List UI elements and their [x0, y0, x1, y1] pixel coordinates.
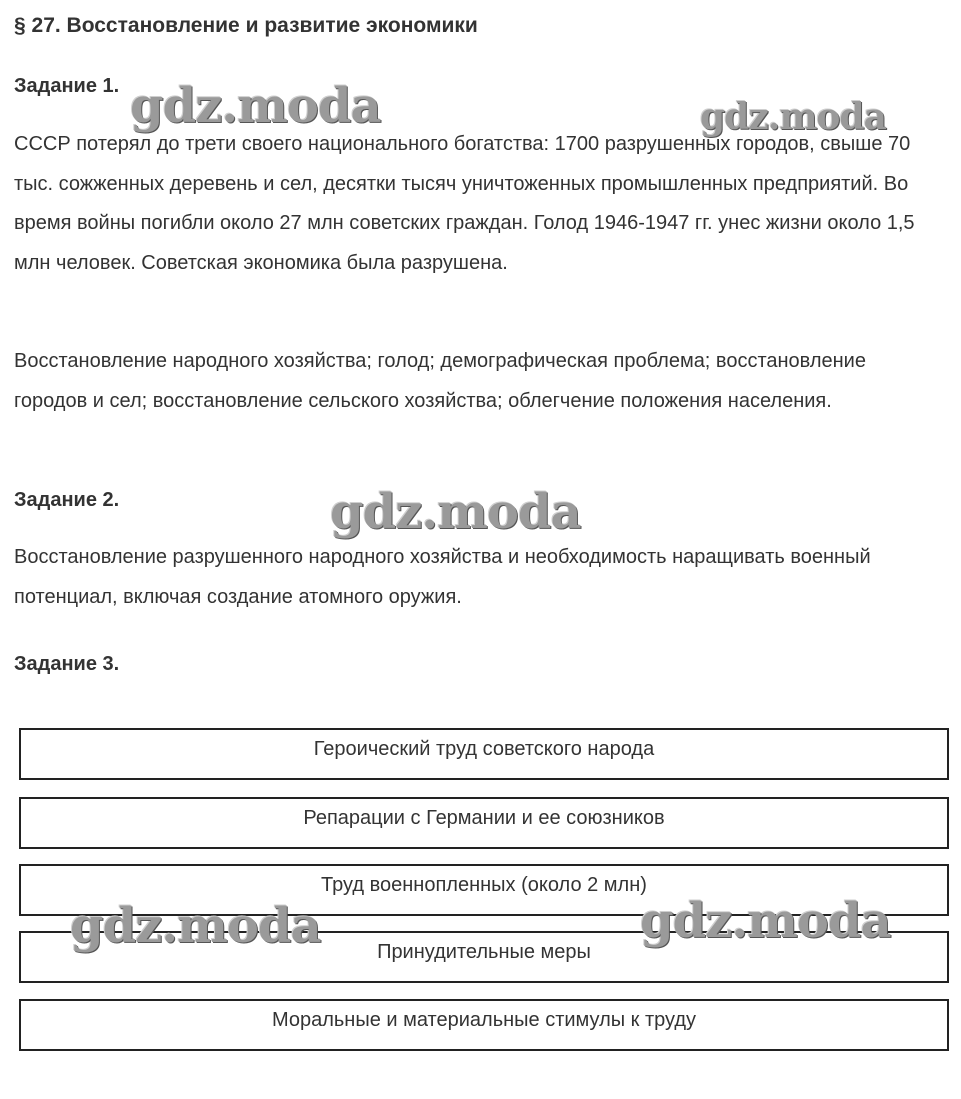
task-1-paragraph-2: Восстановление народного хозяйства; голод; демографическая проблема; восстановление городов и сел; восстановление сельского хозяйства; облегчение положения населения.	[14, 350, 866, 412]
watermark: gdz.moda	[70, 898, 321, 954]
task-3-heading: Задание 3.	[14, 653, 120, 675]
task-3-box-1: Героический труд советского народа	[19, 728, 949, 780]
task-2-paragraph: Восстановление разрушенного народного хозяйства и необходимость наращивать военный потенциал, включая создание атомного оружия.	[14, 546, 871, 608]
task-3-box-5: Моральные и материальные стимулы к труду	[19, 999, 949, 1051]
task-3-box-4: Принудительные меры	[19, 931, 949, 983]
watermark: gdz.moda	[640, 893, 891, 949]
task-1-heading: Задание 1.	[14, 75, 120, 97]
task-3-box-2: Репарации с Германии и ее союзников	[19, 797, 949, 849]
task-1-paragraph-1: СССР потерял до трети своего национального богатства: 1700 разрушенных городов, свыше 70 тыс. сожженных деревень и сел, десятки тысяч уничтоженных промышленных предприятий. Во время войны погибли около 27 млн советских граждан. Голод 1946-1947 гг. унес жизни около 1,5 млн человек. Советская экономика была разрушена.	[14, 133, 915, 274]
watermark: gdz.moda	[700, 96, 886, 138]
page-title: § 27. Восстановление и развитие экономики	[14, 14, 478, 37]
task-3-box-3: Труд военнопленных (около 2 млн)	[19, 864, 949, 916]
watermark: gdz.moda	[330, 484, 581, 540]
watermark: gdz.moda	[130, 78, 381, 134]
task-2-heading: Задание 2.	[14, 489, 120, 511]
